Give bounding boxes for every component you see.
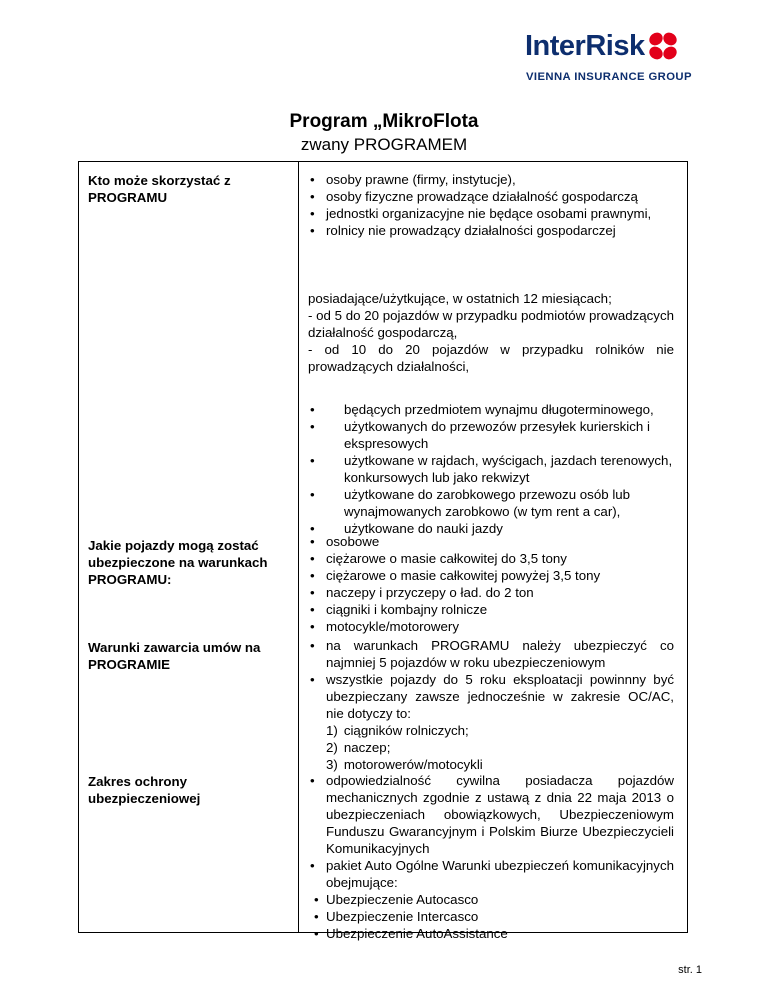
label-line: Zakres ochrony bbox=[88, 774, 188, 789]
paragraph-line: posiadające/użytkujące, w ostatnich 12 miesiącach; bbox=[308, 291, 612, 306]
item-number: 1) bbox=[326, 723, 338, 738]
label-scope bbox=[88, 773, 200, 807]
column-divider bbox=[298, 162, 299, 932]
list-item: • użytkowane w rajdach, wyścigach, jazdach terenowych, konkursowych lub jako rekwizyt bbox=[308, 452, 674, 486]
item-number: 3) bbox=[326, 757, 338, 772]
list-item: • osobowe bbox=[308, 533, 674, 550]
program-table bbox=[78, 161, 688, 941]
list-item: • ciężarowe o masie całkowitej powyżej 3,5 tony bbox=[308, 567, 674, 584]
label-vehicles bbox=[88, 537, 268, 588]
label-line: PROGRAMU bbox=[88, 190, 168, 205]
list-item: • naczepy i przyczepy o ład. do 2 ton bbox=[308, 584, 674, 601]
list-item: • na warunkach PROGRAMU należy ubezpieczyć co najmniej 5 pojazdów w roku ubezpieczeniowym bbox=[308, 637, 674, 671]
numbered-item bbox=[326, 756, 674, 773]
vehicles-list bbox=[308, 533, 674, 635]
label-line: ubezpieczeniowej bbox=[88, 791, 201, 806]
label-who bbox=[88, 172, 231, 206]
item-text: motorowerów/motocykli bbox=[343, 757, 483, 772]
scope-list bbox=[308, 772, 674, 942]
list-item: • rolnicy nie prowadzący działalności gospodarczej bbox=[308, 222, 674, 239]
label-line: Warunki zawarcia umów na bbox=[88, 640, 261, 655]
list-item: • jednostki organizacyjne nie będące osobami prawnymi, bbox=[308, 205, 674, 222]
interrisk-logo bbox=[525, 30, 692, 90]
paragraph-line: - od 5 do 20 pojazdów w przypadku podmiotów prowadzących działalność gospodarczą, bbox=[308, 308, 674, 340]
conditions-list bbox=[308, 637, 674, 773]
list-item: • użytkowane do zarobkowego przewozu osób lub wynajmowanych zarobkowo (w tym rent a car), bbox=[308, 486, 674, 520]
list-item: • ciągniki i kombajny rolnicze bbox=[308, 601, 674, 618]
list-item: • odpowiedzialność cywilna posiadacza pojazdów mechanicznych zgodnie z ustawą z dnia 22 maja 2013 o ubezpieczeniach obowiązkowych, Ubezpieczeniowym Funduszu Gwarancyjnym i Polskim Biurze Ubezpieczycieli Komunikacyjnych bbox=[308, 772, 674, 857]
item-text: naczep; bbox=[343, 740, 391, 755]
label-line: Kto może skorzystać z bbox=[88, 173, 231, 188]
document-subtitle: zwany PROGRAMEM bbox=[300, 135, 468, 154]
who-bullets bbox=[308, 171, 674, 239]
paragraph-line: - od 10 do 20 pojazdów w przypadku rolników nie prowadzących działalności, bbox=[308, 342, 674, 374]
logo-tagline: VIENNA INSURANCE GROUP bbox=[526, 71, 692, 83]
list-item: • osoby fizyczne prowadzące działalność gospodarczą bbox=[308, 188, 674, 205]
list-item: • użytkowanych do przewozów przesyłek kurierskich i ekspresowych bbox=[308, 418, 674, 452]
sub-list-item: • Ubezpieczenie AutoAssistance bbox=[314, 925, 674, 942]
numbered-item bbox=[326, 739, 674, 756]
item-number: 2) bbox=[326, 740, 338, 755]
document-title: Program „MikroFlota bbox=[289, 111, 479, 132]
flower-logo-icon bbox=[646, 30, 680, 62]
who-excluded-list bbox=[308, 401, 674, 537]
list-item: • pakiet Auto Ogólne Warunki ubezpieczeń komunikacyjnych obejmujące: bbox=[308, 857, 674, 891]
list-item: • będących przedmiotem wynajmu długoterminowego, bbox=[308, 401, 674, 418]
list-item: • osoby prawne (firmy, instytucje), bbox=[308, 171, 674, 188]
logo-wordmark: InterRisk bbox=[525, 30, 645, 62]
list-item: • użytkowane do nauki jazdy bbox=[308, 520, 674, 537]
list-item: • motocykle/motorowery bbox=[308, 618, 674, 635]
numbered-item bbox=[326, 722, 674, 739]
label-line: Jakie pojazdy mogą zostać bbox=[88, 538, 259, 553]
label-line: PROGRAMU: bbox=[88, 572, 172, 587]
label-line: ubezpieczone na warunkach bbox=[88, 555, 268, 570]
page-number: str. 1 bbox=[678, 964, 702, 976]
sub-list-item: • Ubezpieczenie Intercasco bbox=[314, 908, 674, 925]
item-text: ciągników rolniczych; bbox=[343, 723, 469, 738]
who-paragraph bbox=[308, 290, 674, 375]
label-conditions bbox=[88, 639, 260, 673]
list-item: • ciężarowe o masie całkowitej do 3,5 tony bbox=[308, 550, 674, 567]
label-line: PROGRAMIE bbox=[88, 657, 171, 672]
sub-list-item: • Ubezpieczenie Autocasco bbox=[314, 891, 674, 908]
list-item: • wszystkie pojazdy do 5 roku eksploatacji powinnny być ubezpieczany zawsze jednocześnie w zakresie OC/AC, nie dotyczy to: bbox=[308, 671, 674, 722]
